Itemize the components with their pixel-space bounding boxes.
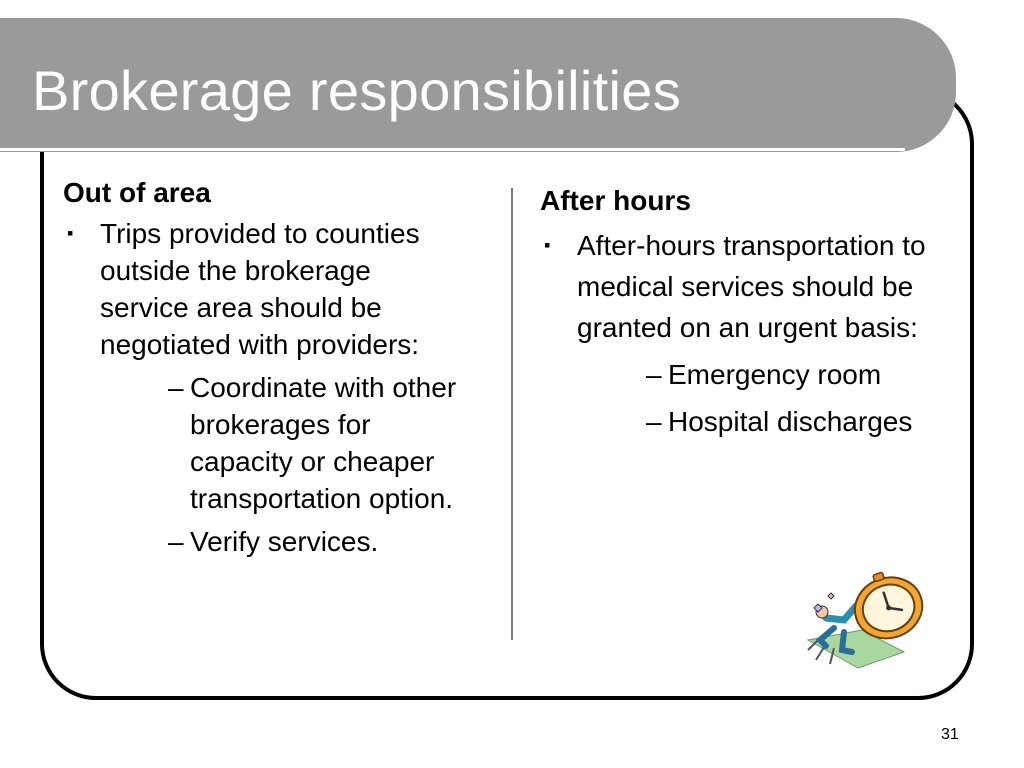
left-bullet-text: Trips provided to counties outside the brokerage service area should be negotiated with providers: [100, 218, 420, 360]
right-sub-item-text: Emergency room [668, 359, 882, 390]
left-column [63, 174, 463, 560]
right-sub-item [540, 354, 960, 395]
title-underline [0, 148, 905, 151]
dash-marker: – [168, 372, 184, 403]
left-sub-item-text: Verify services. [190, 526, 379, 557]
running-clock-icon [800, 568, 930, 678]
left-bullet [63, 215, 463, 363]
column-divider [511, 188, 513, 640]
dash-marker: – [646, 406, 662, 437]
left-sub-item-text: Coordinate with other brokerages for capacity or cheaper transportation option. [190, 372, 457, 514]
right-heading: After hours [540, 185, 691, 216]
right-bullet [540, 225, 960, 348]
square-bullet-icon: ▪ [544, 235, 551, 255]
right-sub-item [540, 401, 960, 442]
right-bullet-text: After-hours transportation to medical services should be granted on an urgent basis: [577, 230, 926, 343]
left-sub-item [63, 369, 463, 517]
title-bar [0, 18, 956, 152]
square-bullet-icon: ▪ [67, 223, 74, 243]
right-column [540, 180, 960, 442]
page-number: 31 [941, 726, 959, 743]
left-heading: Out of area [63, 177, 211, 208]
dash-marker: – [168, 526, 184, 557]
slide-title: Brokerage responsibilities [32, 59, 682, 122]
left-sub-item [63, 523, 463, 560]
right-sub-item-text: Hospital discharges [668, 406, 913, 437]
dash-marker: – [646, 359, 662, 390]
